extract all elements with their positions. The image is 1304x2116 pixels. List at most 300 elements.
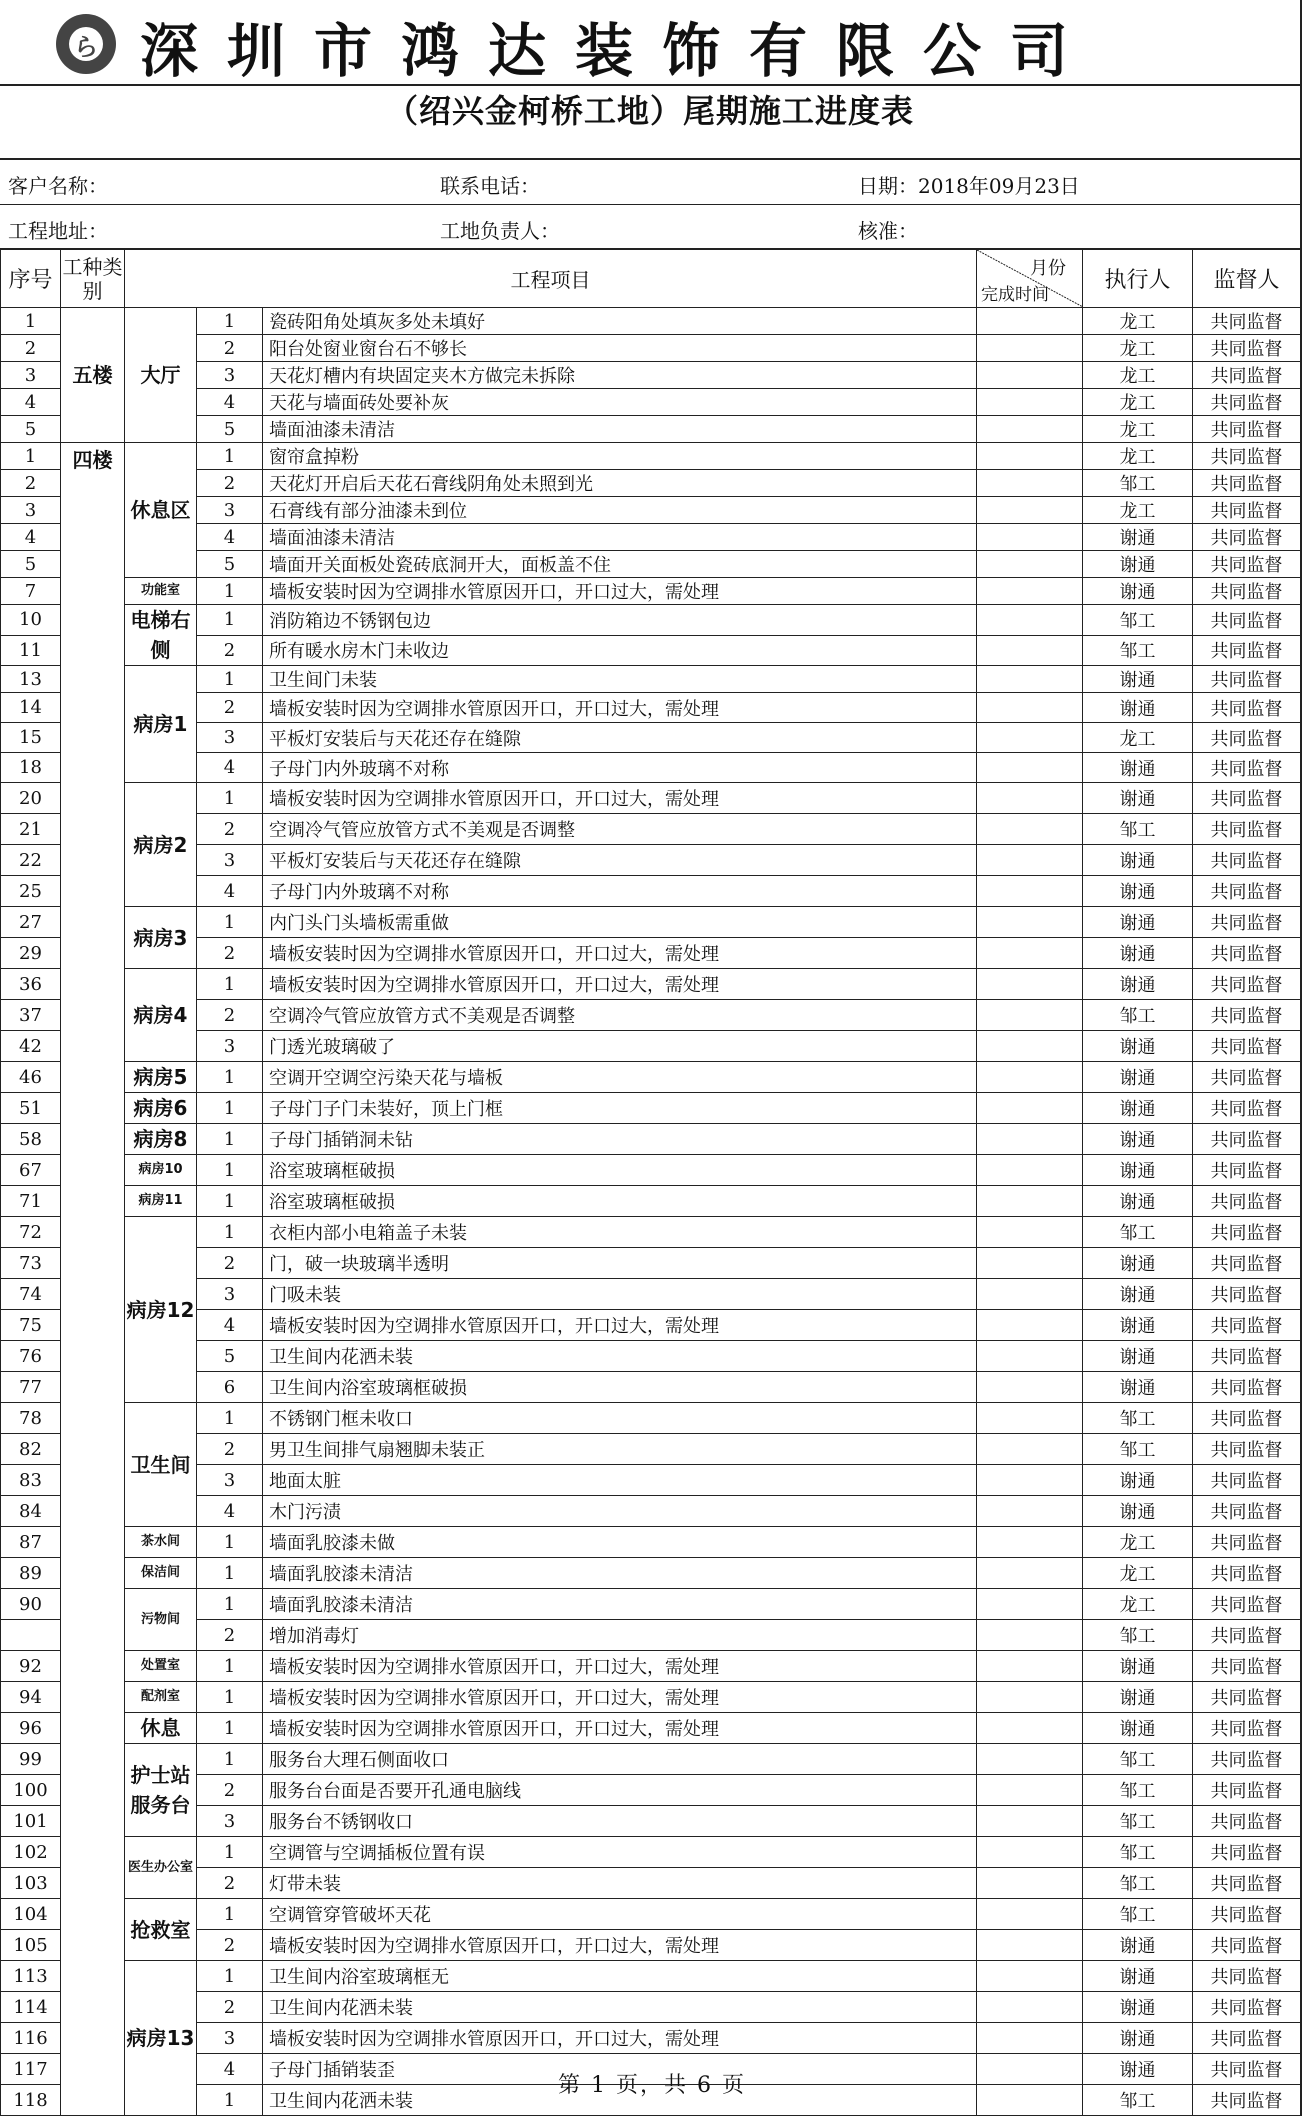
item-cell: 墙板安装时因为空调排水管原因开口，开口过大，需处理	[263, 2023, 977, 2054]
item-cell: 子母门插销洞未钻	[263, 1124, 977, 1155]
header-month: 月份	[1030, 258, 1066, 279]
client-label: 客户名称：	[8, 174, 108, 198]
table-row	[1, 605, 1301, 636]
executor-cell: 谢通	[1083, 1093, 1193, 1124]
item-cell: 墙板安装时因为空调排水管原因开口，开口过大，需处理	[263, 1310, 977, 1341]
header-done: 完成时间	[981, 285, 1049, 305]
supervisor-cell: 共同监督	[1193, 969, 1301, 1000]
item-cell: 衣柜内部小电箱盖子未装	[263, 1217, 977, 1248]
item-cell: 墙面乳胶漆未清洁	[263, 1589, 977, 1620]
item-no-cell: 1	[197, 666, 263, 693]
item-no-cell: 2	[197, 635, 263, 666]
seq-cell: 87	[1, 1527, 61, 1558]
seq-cell: 118	[1, 2085, 61, 2116]
item-no-cell: 1	[197, 1186, 263, 1217]
table-row	[1, 308, 1301, 335]
seq-cell: 58	[1, 1124, 61, 1155]
supervisor-cell: 共同监督	[1193, 578, 1301, 605]
item-cell: 平板灯安装后与天花还存在缝隙	[263, 723, 977, 753]
header-super: 监督人	[1193, 250, 1301, 308]
seq-cell: 72	[1, 1217, 61, 1248]
date-label: 日期：2018年09月23日	[858, 174, 1080, 198]
item-cell: 石膏线有部分油漆未到位	[263, 497, 977, 524]
seq-cell: 77	[1, 1372, 61, 1403]
work-type-cell: 五楼	[61, 308, 125, 443]
item-no-cell: 1	[197, 1124, 263, 1155]
table-row	[1, 1403, 1301, 1434]
executor-cell: 谢通	[1083, 666, 1193, 693]
company-name: 深圳市鸿达装饰有限公司	[140, 17, 1098, 85]
item-no-cell: 3	[197, 1806, 263, 1837]
item-no-cell: 3	[197, 1465, 263, 1496]
area-cell: 休息	[125, 1713, 197, 1744]
supervisor-cell: 共同监督	[1193, 693, 1301, 723]
supervisor-cell: 共同监督	[1193, 1031, 1301, 1062]
table-row	[1, 1837, 1301, 1868]
table-row	[1, 783, 1301, 814]
seq-cell: 117	[1, 2054, 61, 2085]
executor-cell: 邹工	[1083, 1403, 1193, 1434]
table-row	[1, 1062, 1301, 1093]
done-time-cell	[977, 605, 1083, 636]
item-cell: 墙面油漆未清洁	[263, 416, 977, 443]
item-no-cell: 6	[197, 1372, 263, 1403]
item-cell: 墙面油漆未清洁	[263, 524, 977, 551]
item-cell: 空调管穿管破坏天花	[263, 1899, 977, 1930]
supervisor-cell: 共同监督	[1193, 416, 1301, 443]
item-no-cell: 2	[197, 938, 263, 969]
item-cell: 卫生间内花洒未装	[263, 1341, 977, 1372]
supervisor-cell: 共同监督	[1193, 1124, 1301, 1155]
item-no-cell: 2	[197, 1868, 263, 1899]
executor-cell: 谢通	[1083, 693, 1193, 723]
executor-cell: 龙工	[1083, 1589, 1193, 1620]
info-row-1	[0, 160, 1300, 205]
company-header	[0, 0, 1300, 86]
seq-cell: 73	[1, 1248, 61, 1279]
supervisor-cell: 共同监督	[1193, 753, 1301, 783]
supervisor-cell: 共同监督	[1193, 1775, 1301, 1806]
done-time-cell	[977, 693, 1083, 723]
supervisor-cell: 共同监督	[1193, 783, 1301, 814]
done-time-cell	[977, 1899, 1083, 1930]
item-cell: 门，破一块玻璃半透明	[263, 1248, 977, 1279]
executor-cell: 谢通	[1083, 1279, 1193, 1310]
supervisor-cell: 共同监督	[1193, 1930, 1301, 1961]
item-no-cell: 1	[197, 1093, 263, 1124]
area-cell: 病房3	[125, 907, 197, 969]
address-label: 工程地址：	[8, 219, 108, 243]
seq-cell: 42	[1, 1031, 61, 1062]
executor-cell: 龙工	[1083, 443, 1193, 470]
done-time-cell	[977, 1496, 1083, 1527]
table-row	[1, 1217, 1301, 1248]
supervisor-cell: 共同监督	[1193, 1465, 1301, 1496]
seq-cell: 78	[1, 1403, 61, 1434]
seq-cell: 76	[1, 1341, 61, 1372]
item-no-cell: 2	[197, 1000, 263, 1031]
supervisor-cell: 共同监督	[1193, 845, 1301, 876]
done-time-cell	[977, 389, 1083, 416]
item-no-cell: 2	[197, 1248, 263, 1279]
manager-label: 工地负责人：	[440, 219, 560, 243]
seq-cell: 96	[1, 1713, 61, 1744]
done-time-cell	[977, 1341, 1083, 1372]
seq-cell: 21	[1, 814, 61, 845]
item-cell: 内门头门头墙板需重做	[263, 907, 977, 938]
seq-cell	[1, 1620, 61, 1651]
item-no-cell: 1	[197, 308, 263, 335]
item-no-cell: 1	[197, 1899, 263, 1930]
supervisor-cell: 共同监督	[1193, 1713, 1301, 1744]
seq-cell: 104	[1, 1899, 61, 1930]
executor-cell: 邹工	[1083, 1217, 1193, 1248]
item-cell: 男卫生间排气扇翘脚未装正	[263, 1434, 977, 1465]
executor-cell: 谢通	[1083, 1496, 1193, 1527]
item-cell: 墙面开关面板处瓷砖底洞开大，面板盖不住	[263, 551, 977, 578]
done-time-cell	[977, 1403, 1083, 1434]
item-cell: 服务台大理石侧面收口	[263, 1744, 977, 1775]
item-no-cell: 3	[197, 845, 263, 876]
done-time-cell	[977, 1031, 1083, 1062]
item-cell: 不锈钢门框未收口	[263, 1403, 977, 1434]
seq-cell: 27	[1, 907, 61, 938]
item-cell: 墙板安装时因为空调排水管原因开口，开口过大，需处理	[263, 783, 977, 814]
item-no-cell: 4	[197, 1310, 263, 1341]
item-cell: 天花灯开启后天花石膏线阴角处未照到光	[263, 470, 977, 497]
item-no-cell: 1	[197, 907, 263, 938]
done-time-cell	[977, 335, 1083, 362]
page-title: （绍兴金柯桥工地）尾期施工进度表	[0, 86, 1300, 160]
seq-cell: 105	[1, 1930, 61, 1961]
executor-cell: 邹工	[1083, 1744, 1193, 1775]
done-time-cell	[977, 1558, 1083, 1589]
executor-cell: 谢通	[1083, 2054, 1193, 2085]
item-cell: 空调管与空调插板位置有误	[263, 1837, 977, 1868]
area-cell: 保洁间	[125, 1558, 197, 1589]
supervisor-cell: 共同监督	[1193, 335, 1301, 362]
executor-cell: 谢通	[1083, 1341, 1193, 1372]
done-time-cell	[977, 753, 1083, 783]
executor-cell: 谢通	[1083, 551, 1193, 578]
item-no-cell: 1	[197, 783, 263, 814]
supervisor-cell: 共同监督	[1193, 907, 1301, 938]
item-no-cell: 4	[197, 389, 263, 416]
table-row	[1, 1899, 1301, 1930]
item-no-cell: 3	[197, 2023, 263, 2054]
company-logo	[56, 14, 116, 74]
supervisor-cell: 共同监督	[1193, 1682, 1301, 1713]
item-no-cell: 1	[197, 1062, 263, 1093]
executor-cell: 谢通	[1083, 969, 1193, 1000]
item-cell: 浴室玻璃框破损	[263, 1155, 977, 1186]
supervisor-cell: 共同监督	[1193, 1558, 1301, 1589]
item-no-cell: 5	[197, 416, 263, 443]
done-time-cell	[977, 1124, 1083, 1155]
item-cell: 墙板安装时因为空调排水管原因开口，开口过大，需处理	[263, 1651, 977, 1682]
supervisor-cell: 共同监督	[1193, 470, 1301, 497]
supervisor-cell: 共同监督	[1193, 1341, 1301, 1372]
done-time-cell	[977, 1310, 1083, 1341]
area-cell: 电梯右侧	[125, 605, 197, 666]
executor-cell: 谢通	[1083, 753, 1193, 783]
supervisor-cell: 共同监督	[1193, 1000, 1301, 1031]
executor-cell: 邹工	[1083, 470, 1193, 497]
done-time-cell	[977, 1620, 1083, 1651]
done-time-cell	[977, 1217, 1083, 1248]
supervisor-cell: 共同监督	[1193, 362, 1301, 389]
done-time-cell	[977, 1434, 1083, 1465]
done-time-cell	[977, 362, 1083, 389]
page-footer: 第 1 页，共 6 页	[558, 2073, 746, 2098]
info-row-2	[0, 205, 1300, 249]
item-no-cell: 4	[197, 876, 263, 907]
supervisor-cell: 共同监督	[1193, 1279, 1301, 1310]
seq-cell: 99	[1, 1744, 61, 1775]
item-cell: 门透光玻璃破了	[263, 1031, 977, 1062]
item-no-cell: 3	[197, 1279, 263, 1310]
executor-cell: 龙工	[1083, 335, 1193, 362]
executor-cell: 邹工	[1083, 605, 1193, 636]
area-cell: 污物间	[125, 1589, 197, 1651]
table-row	[1, 1589, 1301, 1620]
area-cell: 大厅	[125, 308, 197, 443]
seq-cell: 116	[1, 2023, 61, 2054]
executor-cell: 谢通	[1083, 1248, 1193, 1279]
table-row	[1, 1744, 1301, 1775]
item-no-cell: 1	[197, 1527, 263, 1558]
item-no-cell: 2	[197, 335, 263, 362]
executor-cell: 龙工	[1083, 389, 1193, 416]
area-cell: 配剂室	[125, 1682, 197, 1713]
seq-cell: 4	[1, 389, 61, 416]
executor-cell: 谢通	[1083, 1651, 1193, 1682]
seq-cell: 18	[1, 753, 61, 783]
executor-cell: 龙工	[1083, 416, 1193, 443]
done-time-cell	[977, 1000, 1083, 1031]
seq-cell: 29	[1, 938, 61, 969]
phone-label: 联系电话：	[440, 174, 540, 198]
executor-cell: 龙工	[1083, 308, 1193, 335]
supervisor-cell: 共同监督	[1193, 443, 1301, 470]
item-no-cell: 3	[197, 362, 263, 389]
item-no-cell: 5	[197, 551, 263, 578]
executor-cell: 谢通	[1083, 1992, 1193, 2023]
supervisor-cell: 共同监督	[1193, 1248, 1301, 1279]
supervisor-cell: 共同监督	[1193, 876, 1301, 907]
table-row	[1, 443, 1301, 470]
item-cell: 墙板安装时因为空调排水管原因开口，开口过大，需处理	[263, 578, 977, 605]
supervisor-cell: 共同监督	[1193, 2085, 1301, 2116]
item-cell: 子母门内外玻璃不对称	[263, 876, 977, 907]
item-cell: 墙板安装时因为空调排水管原因开口，开口过大，需处理	[263, 969, 977, 1000]
table-row	[1, 1558, 1301, 1589]
item-no-cell: 1	[197, 1837, 263, 1868]
supervisor-cell: 共同监督	[1193, 814, 1301, 845]
table-row	[1, 1651, 1301, 1682]
seq-cell: 71	[1, 1186, 61, 1217]
item-cell: 地面太脏	[263, 1465, 977, 1496]
item-no-cell: 1	[197, 1217, 263, 1248]
seq-cell: 101	[1, 1806, 61, 1837]
seq-cell: 103	[1, 1868, 61, 1899]
supervisor-cell: 共同监督	[1193, 1093, 1301, 1124]
item-no-cell: 4	[197, 753, 263, 783]
item-cell: 服务台台面是否要开孔通电脑线	[263, 1775, 977, 1806]
area-cell: 医生办公室	[125, 1837, 197, 1899]
table-body	[1, 308, 1301, 2116]
executor-cell: 谢通	[1083, 2023, 1193, 2054]
seq-cell: 11	[1, 635, 61, 666]
executor-cell: 邹工	[1083, 1837, 1193, 1868]
item-cell: 卫生间内花洒未装	[263, 1992, 977, 2023]
item-cell: 窗帘盒掉粉	[263, 443, 977, 470]
supervisor-cell: 共同监督	[1193, 1310, 1301, 1341]
done-time-cell	[977, 1372, 1083, 1403]
executor-cell: 谢通	[1083, 1124, 1193, 1155]
executor-cell: 邹工	[1083, 1434, 1193, 1465]
item-cell: 增加消毒灯	[263, 1620, 977, 1651]
executor-cell: 谢通	[1083, 1062, 1193, 1093]
executor-cell: 谢通	[1083, 1310, 1193, 1341]
executor-cell: 龙工	[1083, 1558, 1193, 1589]
seq-cell: 82	[1, 1434, 61, 1465]
supervisor-cell: 共同监督	[1193, 497, 1301, 524]
seq-cell: 22	[1, 845, 61, 876]
supervisor-cell: 共同监督	[1193, 524, 1301, 551]
supervisor-cell: 共同监督	[1193, 1868, 1301, 1899]
item-no-cell: 1	[197, 605, 263, 636]
seq-cell: 4	[1, 524, 61, 551]
item-cell: 墙板安装时因为空调排水管原因开口，开口过大，需处理	[263, 1682, 977, 1713]
executor-cell: 邹工	[1083, 1000, 1193, 1031]
seq-cell: 94	[1, 1682, 61, 1713]
item-cell: 墙面乳胶漆未清洁	[263, 1558, 977, 1589]
done-time-cell	[977, 783, 1083, 814]
item-cell: 墙板安装时因为空调排水管原因开口，开口过大，需处理	[263, 1930, 977, 1961]
seq-cell: 3	[1, 497, 61, 524]
item-cell: 空调冷气管应放管方式不美观是否调整	[263, 1000, 977, 1031]
seq-cell: 25	[1, 876, 61, 907]
header-exec: 执行人	[1083, 250, 1193, 308]
item-cell: 墙板安装时因为空调排水管原因开口，开口过大，需处理	[263, 693, 977, 723]
item-no-cell: 4	[197, 524, 263, 551]
supervisor-cell: 共同监督	[1193, 551, 1301, 578]
approve-label: 核准：	[858, 219, 918, 243]
executor-cell: 谢通	[1083, 578, 1193, 605]
seq-cell: 51	[1, 1093, 61, 1124]
executor-cell: 谢通	[1083, 1961, 1193, 1992]
area-cell: 病房13	[125, 1961, 197, 2116]
executor-cell: 龙工	[1083, 497, 1193, 524]
header-type: 工种类别	[61, 250, 125, 308]
done-time-cell	[977, 1527, 1083, 1558]
area-cell: 茶水间	[125, 1527, 197, 1558]
header-item: 工程项目	[125, 250, 977, 308]
done-time-cell	[977, 814, 1083, 845]
done-time-cell	[977, 551, 1083, 578]
item-no-cell: 2	[197, 1434, 263, 1465]
seq-cell: 90	[1, 1589, 61, 1620]
executor-cell: 谢通	[1083, 1682, 1193, 1713]
item-cell: 墙面乳胶漆未做	[263, 1527, 977, 1558]
area-cell: 功能室	[125, 578, 197, 605]
item-no-cell: 1	[197, 578, 263, 605]
supervisor-cell: 共同监督	[1193, 1589, 1301, 1620]
done-time-cell	[977, 1279, 1083, 1310]
done-time-cell	[977, 1062, 1083, 1093]
item-cell: 天花与墙面砖处要补灰	[263, 389, 977, 416]
done-time-cell	[977, 635, 1083, 666]
item-no-cell: 3	[197, 497, 263, 524]
executor-cell: 邹工	[1083, 2085, 1193, 2116]
work-type-cell: 四楼	[61, 443, 125, 2116]
executor-cell: 邹工	[1083, 1806, 1193, 1837]
area-cell: 病房5	[125, 1062, 197, 1093]
executor-cell: 谢通	[1083, 938, 1193, 969]
supervisor-cell: 共同监督	[1193, 1620, 1301, 1651]
item-no-cell: 2	[197, 1930, 263, 1961]
seq-cell: 1	[1, 443, 61, 470]
seq-cell: 67	[1, 1155, 61, 1186]
done-time-cell	[977, 1992, 1083, 2023]
item-cell: 木门污渍	[263, 1496, 977, 1527]
item-cell: 瓷砖阳角处填灰多处未填好	[263, 308, 977, 335]
seq-cell: 1	[1, 308, 61, 335]
table-header-row	[1, 250, 1301, 308]
seq-cell: 36	[1, 969, 61, 1000]
table-row	[1, 969, 1301, 1000]
supervisor-cell: 共同监督	[1193, 1062, 1301, 1093]
item-cell: 消防箱边不锈钢包边	[263, 605, 977, 636]
done-time-cell	[977, 723, 1083, 753]
executor-cell: 谢通	[1083, 1155, 1193, 1186]
supervisor-cell: 共同监督	[1193, 1217, 1301, 1248]
executor-cell: 龙工	[1083, 1527, 1193, 1558]
table-row	[1, 1093, 1301, 1124]
done-time-cell	[977, 1155, 1083, 1186]
supervisor-cell: 共同监督	[1193, 1496, 1301, 1527]
item-cell: 灯带未装	[263, 1868, 977, 1899]
supervisor-cell: 共同监督	[1193, 938, 1301, 969]
done-time-cell	[977, 1868, 1083, 1899]
seq-cell: 14	[1, 693, 61, 723]
supervisor-cell: 共同监督	[1193, 1744, 1301, 1775]
done-time-cell	[977, 1682, 1083, 1713]
done-time-cell	[977, 2023, 1083, 2054]
done-time-cell	[977, 1806, 1083, 1837]
done-time-cell	[977, 308, 1083, 335]
executor-cell: 龙工	[1083, 362, 1193, 389]
done-time-cell	[977, 1186, 1083, 1217]
seq-cell: 75	[1, 1310, 61, 1341]
seq-cell: 2	[1, 335, 61, 362]
supervisor-cell: 共同监督	[1193, 308, 1301, 335]
item-no-cell: 1	[197, 1713, 263, 1744]
table-row	[1, 1124, 1301, 1155]
item-no-cell: 1	[197, 969, 263, 1000]
seq-cell: 37	[1, 1000, 61, 1031]
item-cell: 卫生间内花洒未装	[263, 2085, 977, 2116]
item-no-cell: 1	[197, 2085, 263, 2116]
item-cell: 卫生间内浴室玻璃框无	[263, 1961, 977, 1992]
supervisor-cell: 共同监督	[1193, 605, 1301, 636]
executor-cell: 谢通	[1083, 907, 1193, 938]
supervisor-cell: 共同监督	[1193, 389, 1301, 416]
executor-cell: 谢通	[1083, 524, 1193, 551]
item-no-cell: 4	[197, 2054, 263, 2085]
item-no-cell: 1	[197, 1744, 263, 1775]
